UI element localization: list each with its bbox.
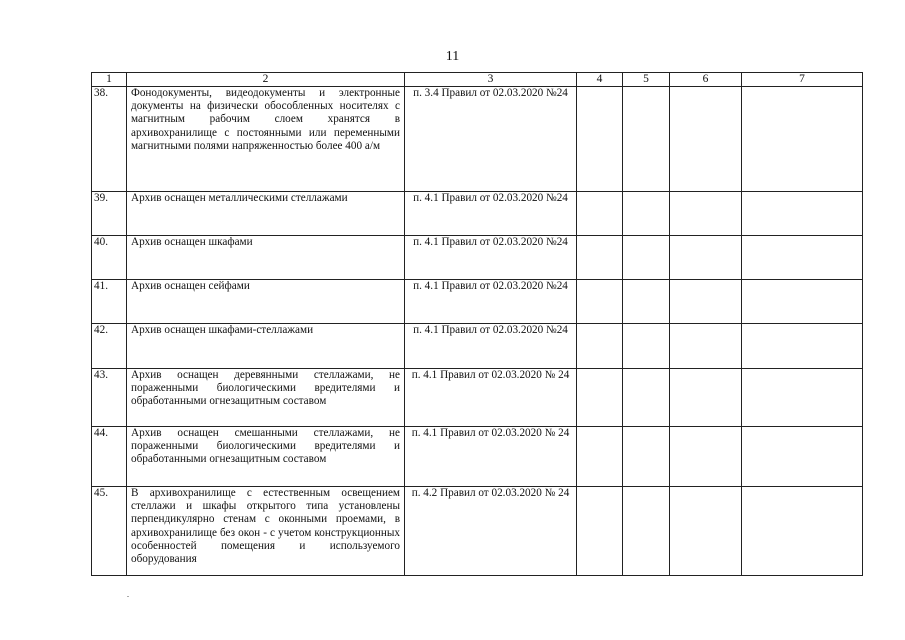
row-number: 38. bbox=[92, 87, 127, 192]
empty-cell bbox=[670, 192, 742, 236]
row-number: 45. bbox=[92, 487, 127, 576]
empty-cell bbox=[670, 280, 742, 324]
legal-reference: п. 4.1 Правил от 02.03.2020 №24 bbox=[405, 192, 577, 236]
empty-cell bbox=[742, 192, 863, 236]
scan-artifact bbox=[127, 596, 129, 597]
empty-cell bbox=[742, 324, 863, 369]
requirement-text: В архивохранилище с естественным освещением стеллажи и шкафы открытого типа установлены перпендикулярно стенам с оконными проемами, в архивохранилище без окон - с учетом конструкционных особенностей помещения и используемого оборудования bbox=[127, 487, 405, 576]
column-header: 4 bbox=[577, 73, 623, 87]
empty-cell bbox=[623, 87, 670, 192]
legal-reference: п. 4.1 Правил от 02.03.2020 №24 bbox=[405, 236, 577, 280]
empty-cell bbox=[623, 236, 670, 280]
table-row bbox=[92, 280, 863, 324]
empty-cell bbox=[577, 236, 623, 280]
column-header: 6 bbox=[670, 73, 742, 87]
empty-cell bbox=[577, 87, 623, 192]
row-number: 44. bbox=[92, 427, 127, 487]
column-header: 7 bbox=[742, 73, 863, 87]
empty-cell bbox=[623, 427, 670, 487]
table-row bbox=[92, 487, 863, 576]
empty-cell bbox=[670, 369, 742, 427]
row-number: 39. bbox=[92, 192, 127, 236]
requirement-text: Архив оснащен металлическими стеллажами bbox=[127, 192, 405, 236]
legal-reference: п. 4.1 Правил от 02.03.2020 №24 bbox=[405, 324, 577, 369]
empty-cell bbox=[577, 427, 623, 487]
column-header: 5 bbox=[623, 73, 670, 87]
legal-reference: п. 4.1 Правил от 02.03.2020 № 24 bbox=[405, 369, 577, 427]
empty-cell bbox=[742, 87, 863, 192]
empty-cell bbox=[623, 369, 670, 427]
requirement-text: Архив оснащен сейфами bbox=[127, 280, 405, 324]
column-header: 3 bbox=[405, 73, 577, 87]
empty-cell bbox=[623, 280, 670, 324]
empty-cell bbox=[670, 324, 742, 369]
legal-reference: п. 4.1 Правил от 02.03.2020 №24 bbox=[405, 280, 577, 324]
empty-cell bbox=[742, 487, 863, 576]
table-row bbox=[92, 87, 863, 192]
requirement-text: Архив оснащен смешанными стеллажами, не пораженными биологическими вредителями и обработанными огнезащитным составом bbox=[127, 427, 405, 487]
row-number: 43. bbox=[92, 369, 127, 427]
requirement-text: Архив оснащен шкафами bbox=[127, 236, 405, 280]
empty-cell bbox=[577, 369, 623, 427]
empty-cell bbox=[670, 427, 742, 487]
checklist-table bbox=[91, 72, 863, 576]
row-number: 40. bbox=[92, 236, 127, 280]
row-number: 41. bbox=[92, 280, 127, 324]
legal-reference: п. 3.4 Правил от 02.03.2020 №24 bbox=[405, 87, 577, 192]
empty-cell bbox=[670, 487, 742, 576]
header-row bbox=[92, 73, 863, 87]
empty-cell bbox=[623, 487, 670, 576]
page-number: 11 bbox=[445, 49, 460, 64]
table-row bbox=[92, 369, 863, 427]
table-row bbox=[92, 192, 863, 236]
empty-cell bbox=[742, 369, 863, 427]
table-row bbox=[92, 236, 863, 280]
empty-cell bbox=[577, 192, 623, 236]
empty-cell bbox=[742, 280, 863, 324]
empty-cell bbox=[623, 192, 670, 236]
empty-cell bbox=[742, 236, 863, 280]
legal-reference: п. 4.2 Правил от 02.03.2020 № 24 bbox=[405, 487, 577, 576]
table-row bbox=[92, 324, 863, 369]
table-row bbox=[92, 427, 863, 487]
empty-cell bbox=[577, 280, 623, 324]
column-header: 1 bbox=[92, 73, 127, 87]
empty-cell bbox=[670, 236, 742, 280]
empty-cell bbox=[623, 324, 670, 369]
empty-cell bbox=[670, 87, 742, 192]
empty-cell bbox=[742, 427, 863, 487]
empty-cell bbox=[577, 324, 623, 369]
legal-reference: п. 4.1 Правил от 02.03.2020 № 24 bbox=[405, 427, 577, 487]
requirement-text: Архив оснащен деревянными стеллажами, не пораженными биологическими вредителями и обработанными огнезащитным составом bbox=[127, 369, 405, 427]
requirement-text: Фонодокументы, видеодокументы и электронные документы на физически обособленных носителях с магнитным рабочим слоем хранятся в архивохранилище с постоянными или переменными магнитными полями напряженностью более 400 а/м bbox=[127, 87, 405, 192]
column-header: 2 bbox=[127, 73, 405, 87]
row-number: 42. bbox=[92, 324, 127, 369]
requirement-text: Архив оснащен шкафами-стеллажами bbox=[127, 324, 405, 369]
empty-cell bbox=[577, 487, 623, 576]
